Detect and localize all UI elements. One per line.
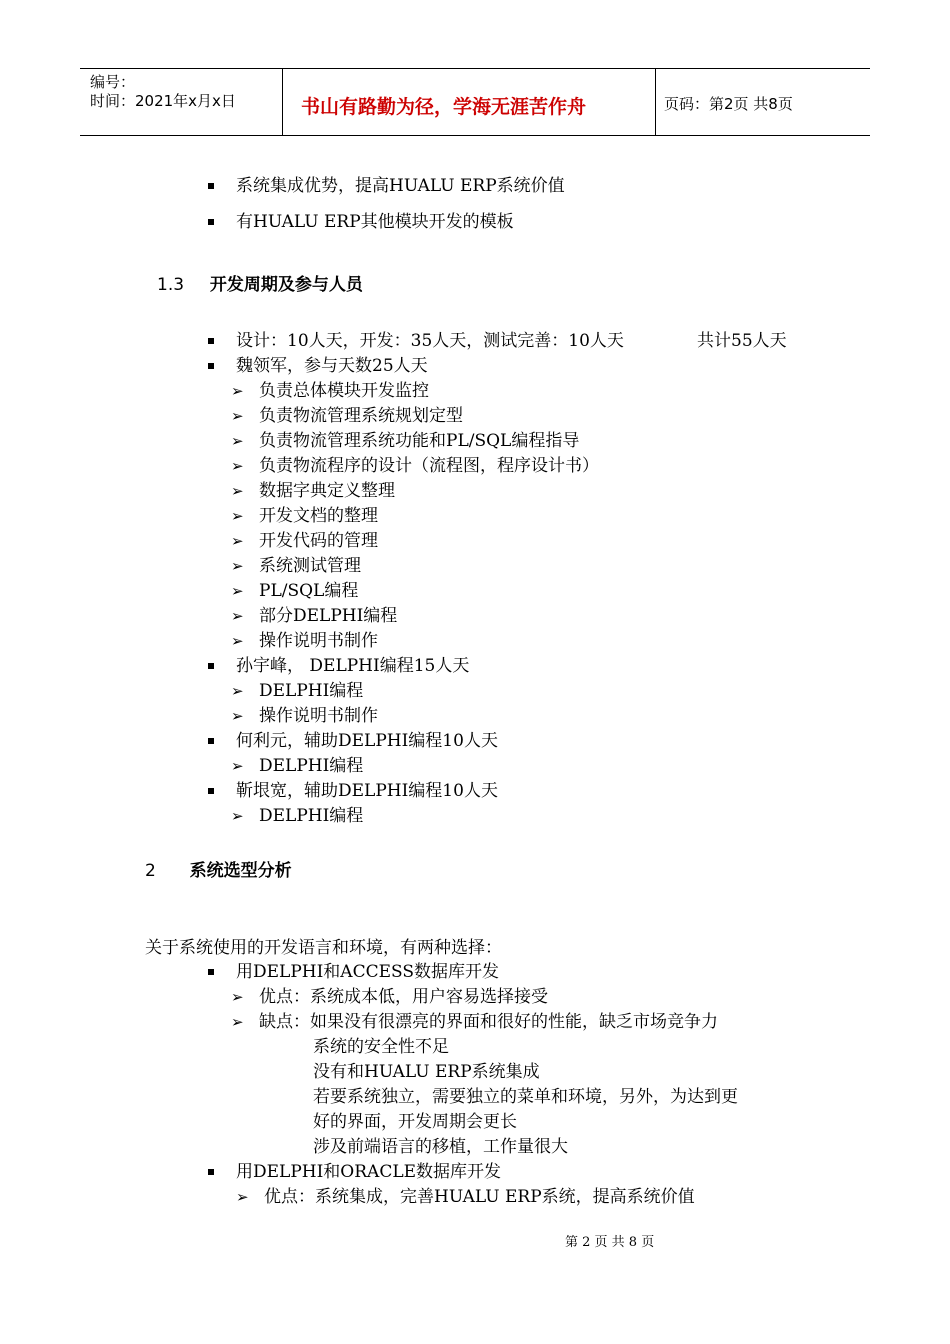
task-item: DELPHI编程 [259, 756, 364, 776]
task-item: 负责物流管理系统功能和PL/SQL编程指导 [259, 431, 580, 451]
task-item: DELPHI编程 [259, 806, 364, 826]
arrow-bullet-icon: ➢ [231, 382, 244, 400]
cons-continuation: 涉及前端语言的移植，工作量很大 [313, 1137, 568, 1157]
arrow-bullet-icon: ➢ [236, 1188, 249, 1206]
square-bullet-icon [208, 338, 214, 344]
person-entry: 何利元，辅助DELPHI编程10人天 [236, 731, 498, 751]
arrow-bullet-icon: ➢ [231, 432, 244, 450]
task-item: 开发文档的整理 [259, 506, 378, 526]
section-heading-2 [145, 856, 292, 881]
task-item: 系统测试管理 [259, 556, 361, 576]
page-footer: 第 2 页 共 8 页 [565, 1235, 655, 1250]
task-item: 数据字典定义整理 [259, 481, 395, 501]
section-title: 系统选型分析 [189, 861, 292, 881]
arrow-bullet-icon: ➢ [231, 507, 244, 525]
task-item: DELPHI编程 [259, 681, 364, 701]
document-date-label: 时间：2021年x月x日 [90, 92, 236, 110]
option-cons: 缺点：如果没有很漂亮的界面和很好的性能，缺乏市场竞争力 [259, 1012, 718, 1032]
square-bullet-icon [208, 969, 214, 975]
option-title: 用DELPHI和ACCESS数据库开发 [236, 962, 500, 982]
task-item: 部分DELPHI编程 [259, 606, 398, 626]
square-bullet-icon [208, 219, 214, 225]
arrow-bullet-icon: ➢ [231, 582, 244, 600]
arrow-bullet-icon: ➢ [231, 532, 244, 550]
section-heading-1-3 [157, 270, 363, 295]
task-item: 开发代码的管理 [259, 531, 378, 551]
header-motto: 书山有路勤为径，学海无涯苦作舟 [301, 96, 587, 118]
task-item: 负责物流管理系统规划定型 [259, 406, 463, 426]
square-bullet-icon [208, 363, 214, 369]
schedule-summary: 设计：10人天，开发：35人天，测试完善：10人天 [236, 331, 624, 351]
arrow-bullet-icon: ➢ [231, 607, 244, 625]
arrow-bullet-icon: ➢ [231, 988, 244, 1006]
arrow-bullet-icon: ➢ [231, 1013, 244, 1031]
arrow-bullet-icon: ➢ [231, 707, 244, 725]
cons-continuation: 没有和HUALU ERP系统集成 [313, 1062, 540, 1082]
square-bullet-icon [208, 788, 214, 794]
schedule-total: 共计55人天 [697, 331, 787, 351]
option-title: 用DELPHI和ORACLE数据库开发 [236, 1162, 502, 1182]
task-item: 负责物流程序的设计（流程图，程序设计书） [259, 456, 599, 476]
cons-continuation: 系统的安全性不足 [313, 1037, 449, 1057]
option-pros: 优点：系统成本低，用户容易选择接受 [259, 987, 548, 1007]
person-entry: 孙宇峰， DELPHI编程15人天 [236, 656, 470, 676]
square-bullet-icon [208, 738, 214, 744]
person-entry: 靳垠宽，辅助DELPHI编程10人天 [236, 781, 498, 801]
square-bullet-icon [208, 663, 214, 669]
header-top-border [80, 68, 870, 69]
header-divider-left [282, 68, 283, 136]
header-bottom-border [80, 135, 870, 136]
section-number: 2 [145, 861, 156, 881]
section-title: 开发周期及参与人员 [209, 275, 363, 295]
square-bullet-icon [208, 1169, 214, 1175]
header-divider-right [655, 68, 656, 136]
square-bullet-icon [208, 183, 214, 189]
section-number: 1.3 [157, 275, 185, 295]
option-pros: 优点：系统集成，完善HUALU ERP系统，提高系统价值 [264, 1187, 695, 1207]
document-number-label: 编号： [90, 73, 136, 91]
task-item: PL/SQL编程 [259, 581, 359, 601]
arrow-bullet-icon: ➢ [231, 482, 244, 500]
arrow-bullet-icon: ➢ [231, 457, 244, 475]
intro-paragraph: 关于系统使用的开发语言和环境，有两种选择： [145, 938, 502, 958]
arrow-bullet-icon: ➢ [231, 807, 244, 825]
person-entry: 魏领军，参与天数25人天 [236, 356, 428, 376]
cons-continuation: 好的界面，开发周期会更长 [313, 1112, 517, 1132]
task-item: 负责总体模块开发监控 [259, 381, 429, 401]
arrow-bullet-icon: ➢ [231, 557, 244, 575]
task-item: 操作说明书制作 [259, 706, 378, 726]
arrow-bullet-icon: ➢ [231, 632, 244, 650]
list-item: 有HUALU ERP其他模块开发的模板 [236, 212, 514, 232]
arrow-bullet-icon: ➢ [231, 682, 244, 700]
cons-continuation: 若要系统独立，需要独立的菜单和环境，另外，为达到更 [313, 1087, 738, 1107]
list-item: 系统集成优势，提高HUALU ERP系统价值 [236, 176, 565, 196]
arrow-bullet-icon: ➢ [231, 407, 244, 425]
page-number-label: 页码：第2页 共8页 [664, 95, 793, 113]
arrow-bullet-icon: ➢ [231, 757, 244, 775]
task-item: 操作说明书制作 [259, 631, 378, 651]
